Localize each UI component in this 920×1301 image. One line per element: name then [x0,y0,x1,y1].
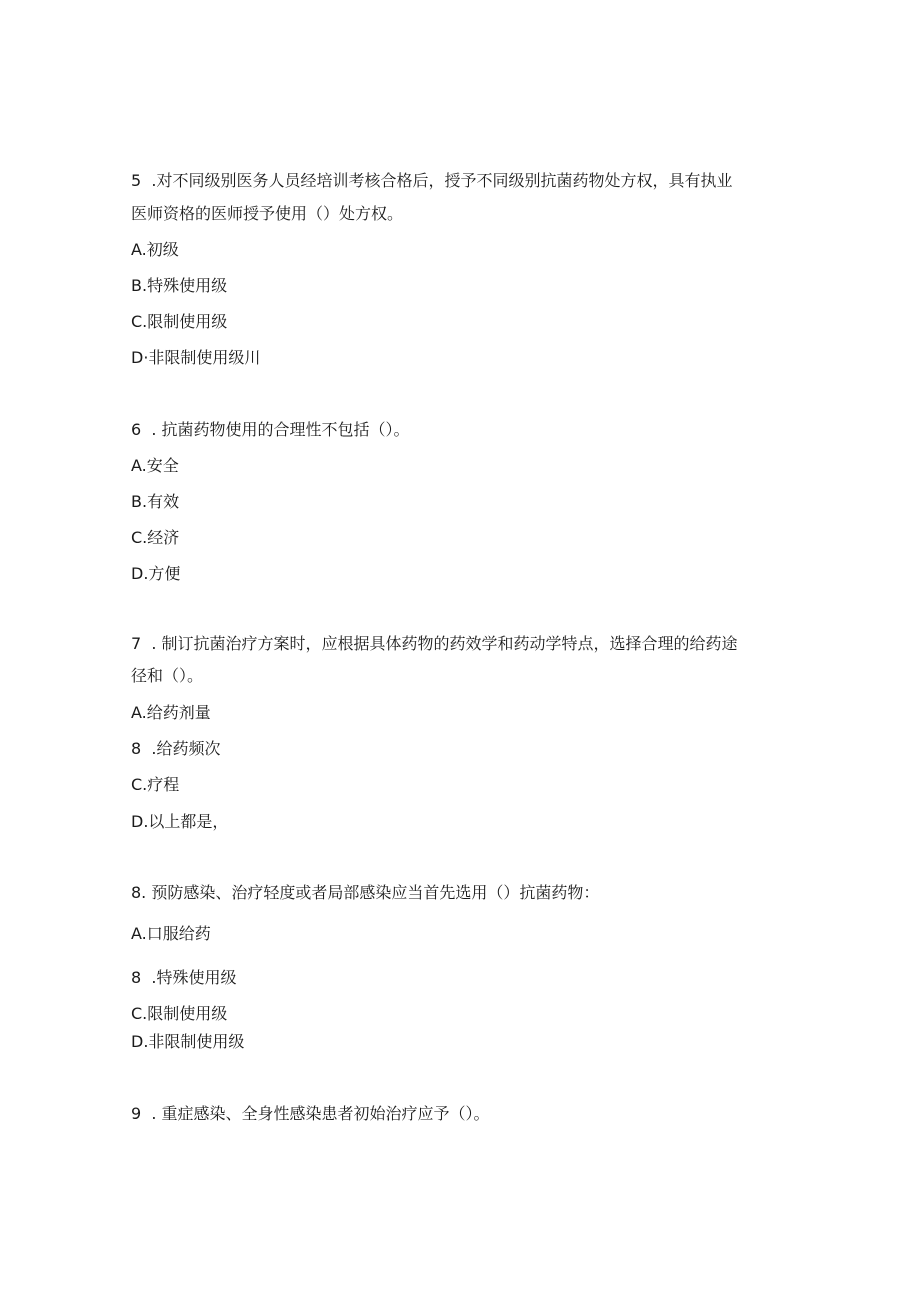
question-8-stem-line-1: 8. 预防感染、治疗轻度或者局部感染应当首先选用（）抗菌药物： [131,883,600,902]
question-9-stem-line-1: 9 . 重症感染、全身性感染患者初始治疗应予（）。 [131,1104,490,1123]
question-5-stem-line-2: 医师资格的医师授予使用（）处方权。 [131,204,404,223]
question-6-option-b: B.有效 [131,492,180,511]
question-6-option-a: A.安全 [131,456,179,475]
question-6-option-c: C.经济 [131,528,180,547]
question-6-stem-line-1: 6 . 抗菌药物使用的合理性不包括（）。 [131,420,410,439]
question-7-option-b: 8 .给药频次 [131,739,221,758]
question-8-option-c: C.限制使用级 [131,1004,228,1023]
question-7-option-a: A.给药剂量 [131,703,211,722]
question-5-option-a: A.初级 [131,240,179,259]
question-7-stem-line-1: 7 . 制订抗菌治疗方案时，应根据具体药物的药效学和药动学特点，选择合理的给药途 [131,634,738,653]
question-8-option-a: A.口服给药 [131,924,211,943]
question-6-option-d: D.方便 [131,564,181,583]
question-8-option-d: D.非限制使用级 [131,1032,245,1051]
question-5-stem-line-1: 5 .对不同级别医务人员经培训考核合格后，授予不同级别抗菌药物处方权，具有执业 [131,171,733,190]
question-5-option-b: B.特殊使用级 [131,276,228,295]
question-7-option-c: C.疗程 [131,775,180,794]
question-7-option-d: D.以上都是， [131,812,229,831]
question-5-option-c: C.限制使用级 [131,312,228,331]
question-7-stem-line-2: 径和（）。 [131,666,204,685]
question-8-option-b: 8 .特殊使用级 [131,968,237,987]
question-5-option-d: D·非限制使用级川 [131,348,261,367]
